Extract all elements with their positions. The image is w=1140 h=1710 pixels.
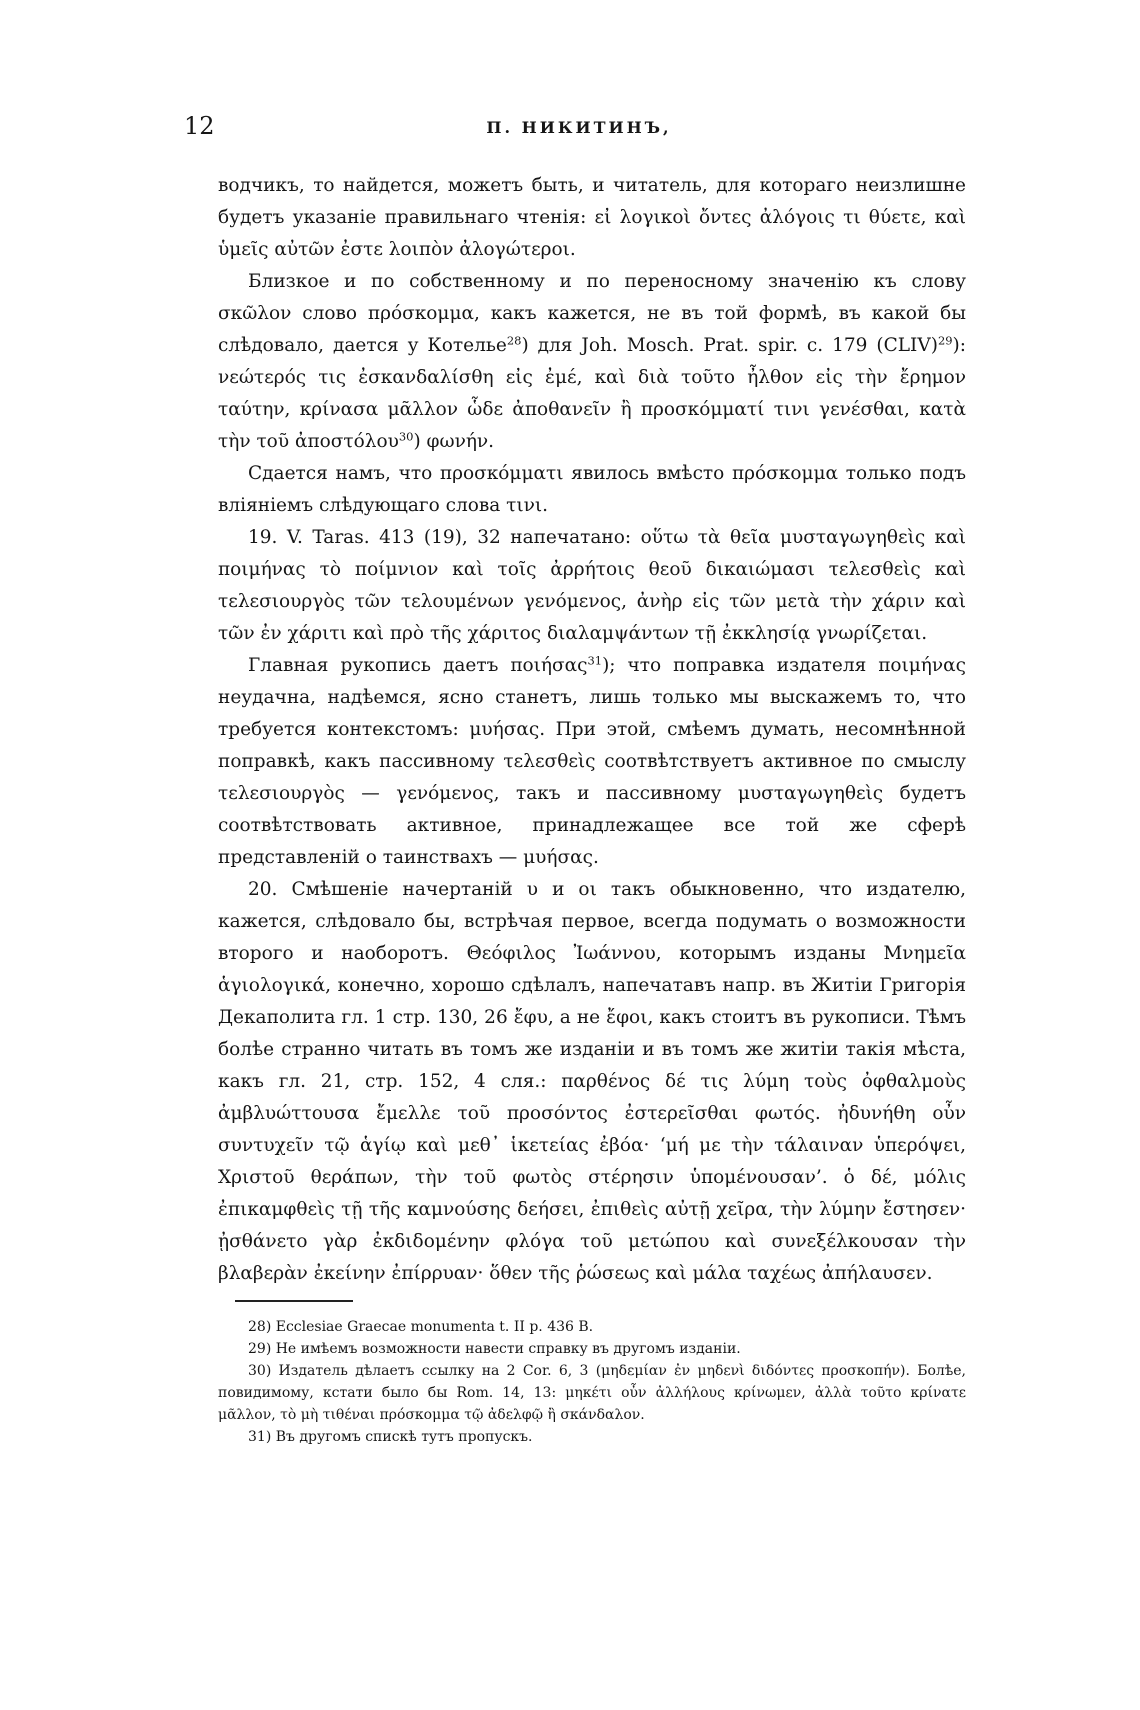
footnote: 31) Въ другомъ спискѣ тутъ пропускъ. (248, 1429, 533, 1445)
paragraph: 20. Смѣшеніе начертаній υ и οι такъ обыкновенно, что издателю, кажется, слѣдовало бы, встрѣчая первое, всегда подумать о возможности второго и наоборотъ. Θεόφιλος Ἰωάννου, которымъ изданы Μνημεῖα ἁγιολογικά, конечно, хорошо сдѣлалъ, напечатавъ напр. въ Житіи Григорія Декаполита гл. 1 стр. 130, 26 ἔφυ, а не ἔφοι, какъ стоитъ въ рукописи. Тѣмъ болѣе странно читать въ томъ же изданіи и въ томъ же житіи такія мѣста, какъ гл. 21, стр. 152, 4 сля.: παρθένος δέ τις λύμη τοὺς ὀφθαλμοὺς ἀμβλυώττουσα ἔμελλε τοῦ προσόντος ἐστερεῖσθαι φωτός. ἠδυνήθη οὖν συντυχεῖν τῷ ἁγίῳ καὶ μεθ᾽ ἱκετείας ἐβόα· ‘μή με τὴν τάλαιναν ὑπερόψει, Χριστοῦ θεράπων, τὴν τοῦ φωτὸς στέρησιν ὑπομένουσαν’. ὁ δέ, μόλις ἐπικαμφθεὶς τῇ τῆς καμνούσης δεήσει, ἐπιθεὶς αὐτῇ χεῖρα, τὴν λύμην ἔστησεν· ᾐσθάνετο γὰρ ἐκδιδομένην φλόγα τοῦ μετώπου καὶ συνεξέλκουσαν τὴν βλαβερὰν ἐκείνην ἐπίρρυαν· ὅθεν τῆς ῥώσεως καὶ μάλα ταχέως ἀπήλαυσεν. (218, 879, 966, 1284)
paragraph: Сдается намъ, что προσκόμματι явилось вмѣсто πρόσκομμα только подъ вліяніемъ слѣдующаго слова τινι. (218, 463, 966, 516)
footnote-ref: 30 (398, 429, 414, 444)
footnote: 30) Издатель дѣлаетъ ссылку на 2 Cor. 6, 3 (μηδεμίαν ἐν μηδενὶ διδόντες προσκοπήν). Болѣе, повидимому, кстати было бы Rom. 14, 13: μηκέτι οὖν ἀλλήλους κρίνωμεν, ἀλλὰ τοῦτο κρίνατε μᾶλλον, τὸ μὴ τιθέναι πρόσκομμα τῷ ἀδελφῷ ἢ σκάνδαλον. (218, 1363, 966, 1423)
body-text (218, 170, 966, 1290)
footnote: 29) Не имѣемъ возможности навести справку въ другомъ изданіи. (248, 1341, 741, 1357)
paragraph: Близкое и по собственному и по переносному значенію къ слову σκῶλον слово πρόσκομμα, какъ кажется, не въ той формѣ, въ какой бы слѣдовало, дается у Котелье$^{28}$) для Joh. Mosch. Prat. spir. c. 179 (CLIV)$^{29}$): νεώτερός τις ἐσκανδαλίσθη εἰς ἐμέ, καὶ διὰ τοῦτο ἦλθον εἰς τὴν ἔρημον ταύτην, κρίνασα μᾶλλον ὧδε ἀποθανεῖν ἢ προσκόμματί τινι γενέσθαι, κατὰ τὴν τοῦ ἀποστόλου$^{30}$) φωνήν. (218, 271, 966, 452)
page-header (184, 112, 974, 152)
footnote-ref: 31 (587, 653, 603, 668)
footnotes (218, 1316, 966, 1448)
running-head: П. НИКИТИНЪ, (486, 118, 672, 137)
page-number: 12 (184, 112, 215, 140)
footnote-ref: 28 (506, 333, 522, 348)
paragraph: водчикъ, то найдется, можетъ быть, и читатель, для котораго неизлишне будетъ указаніе правильнаго чтенія: εἰ λογικοὶ ὄντες ἀλόγοις τι θύετε, καὶ ὑμεῖς αὐτῶν ἐστε λοιπὸν ἀλογώτεροι. (218, 175, 966, 260)
footnote-divider (235, 1300, 353, 1302)
footnote: 28) Ecclesiae Graecae monumenta t. II p. 436 B. (248, 1319, 594, 1335)
footnote-ref: 29 (937, 333, 953, 348)
paragraph: Главная рукопись даетъ ποιήσας$^{31}$); что поправка издателя ποιμήνας неудачна, надѣемся, ясно станетъ, лишь только мы выскажемъ то, что требуется контекстомъ: μυήσας. При этой, смѣемъ думать, несомнѣнной поправкѣ, какъ пассивному τελεσθεὶς соотвѣтствуетъ активное по смыслу τελεσιουργὸς — γενόμενος, такъ и пассивному μυσταγωγηθεὶς будетъ соотвѣтствовать активное, принадлежащее все той же сферѣ представленій о таинствахъ — μυήσας. (218, 653, 966, 868)
paragraph: 19. V. Taras. 413 (19), 32 напечатано: οὕτω τὰ θεῖα μυσταγωγηθεὶς καὶ ποιμήνας τὸ ποίμνιον καὶ τοῖς ἀρρήτοις θεοῦ δικαιώμασι τελεσθεὶς καὶ τελεσιουργὸς τῶν τελουμένων γενόμενος, ἀνὴρ εἰς τῶν μετὰ τὴν χάριν καὶ τῶν ἐν χάριτι καὶ πρὸ τῆς χάριτος διαλαμψάντων τῇ ἐκκλησίᾳ γνωρίζεται. (218, 527, 966, 644)
